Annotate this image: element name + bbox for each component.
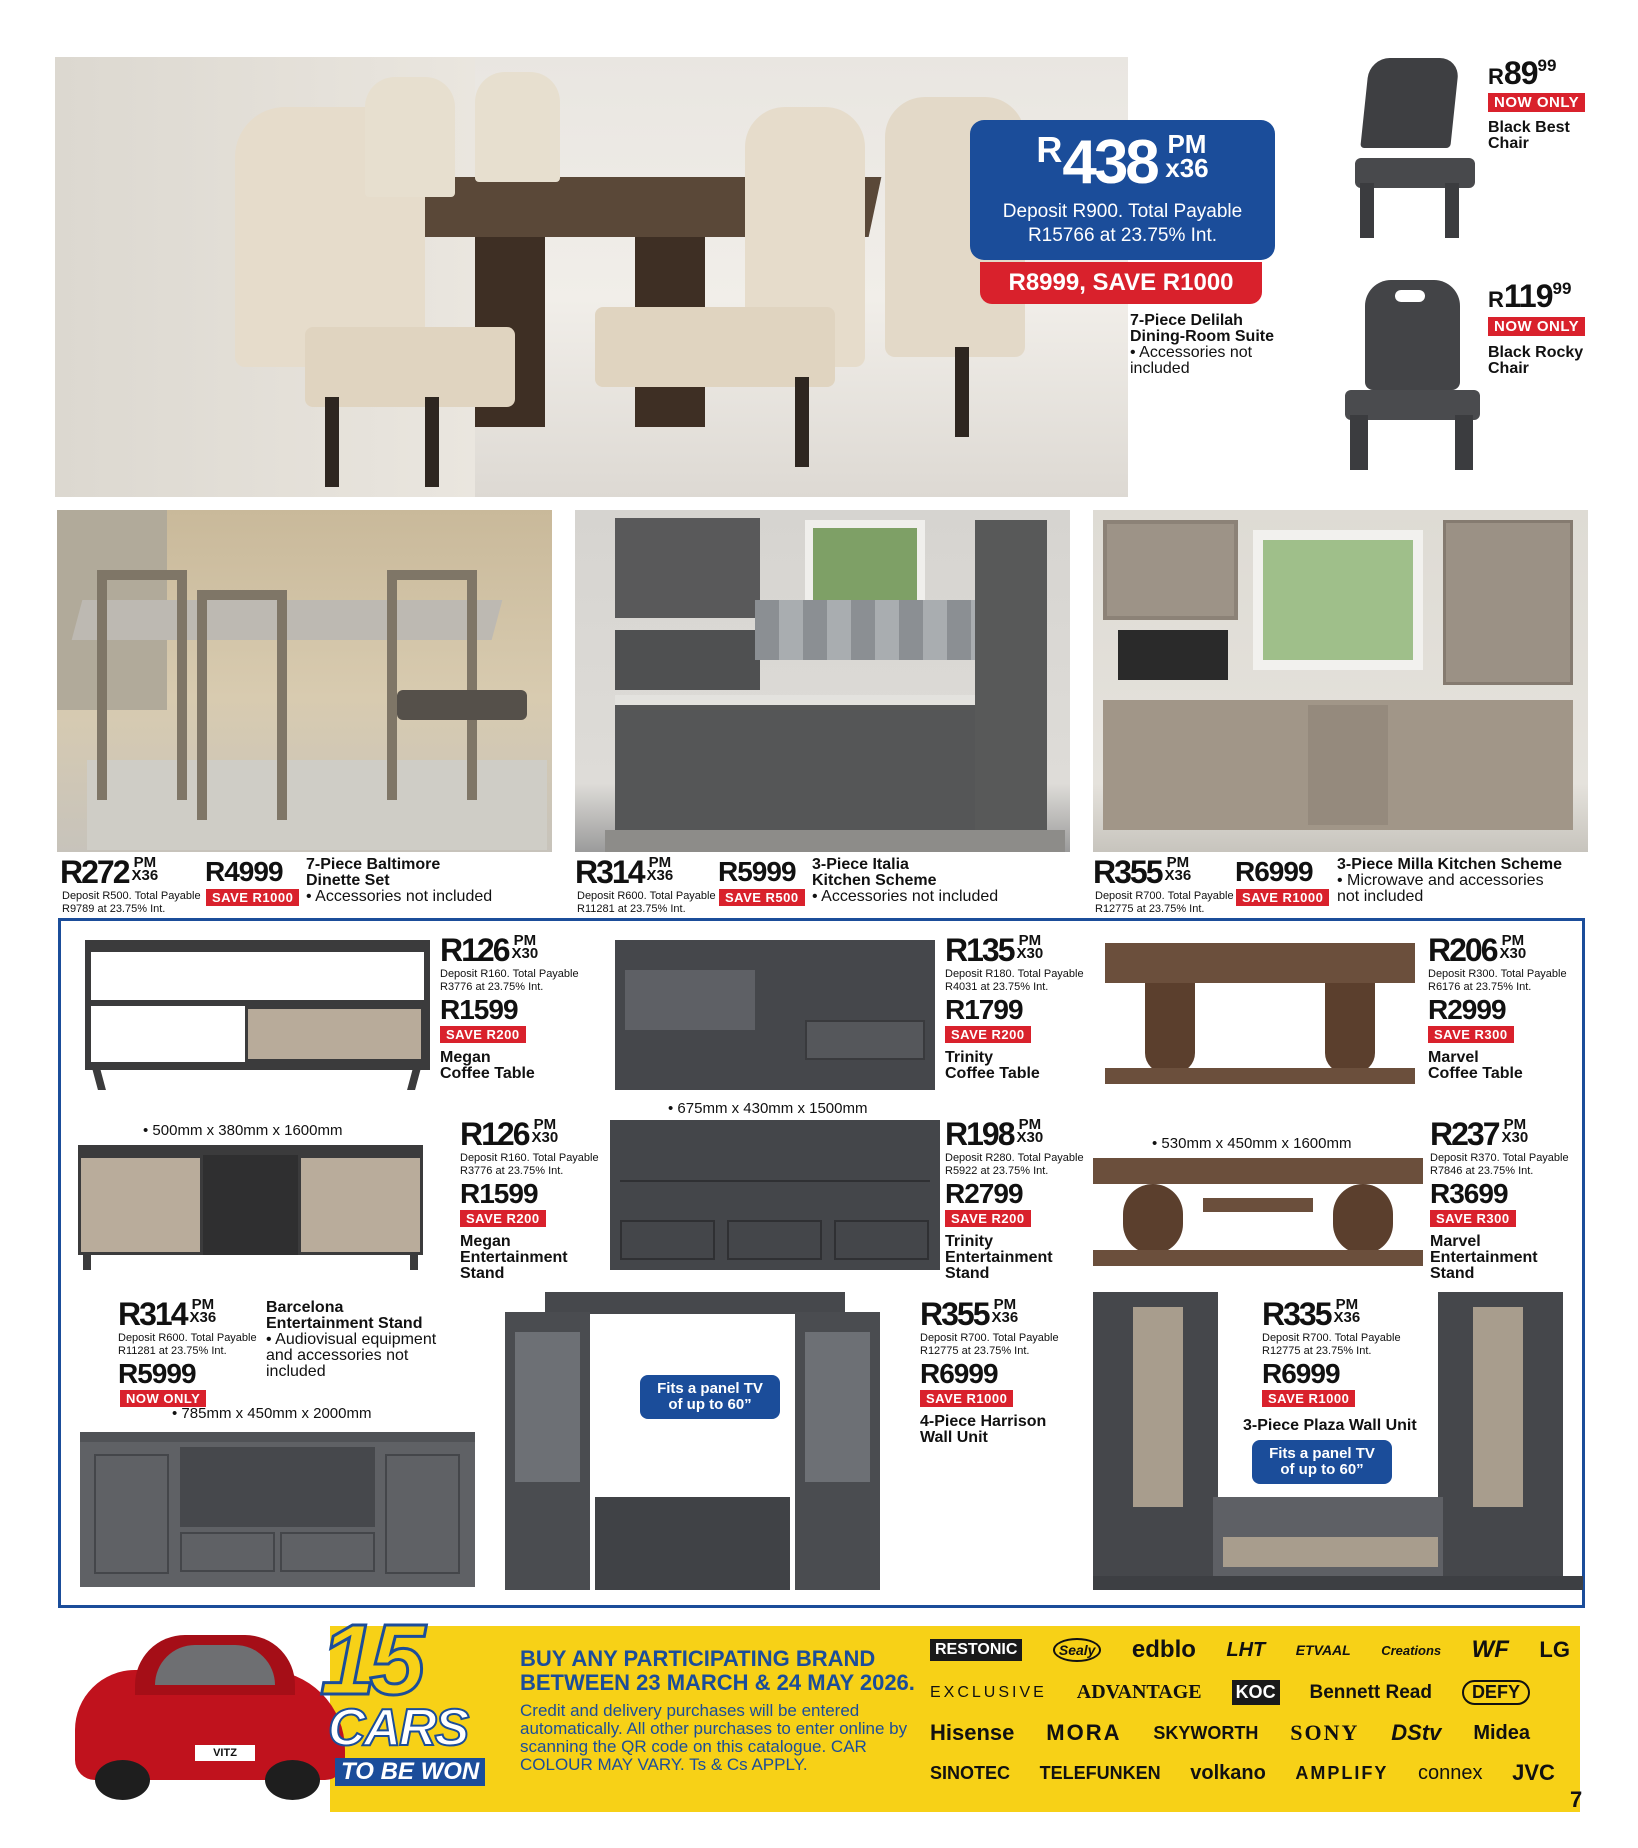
brand-telefunken-logo: TELEFUNKEN [1039,1762,1161,1783]
brand-logos [930,1636,1570,1806]
barcelona-now-only: NOW ONLY [120,1390,206,1407]
trinity-coffee-cash: R1799 [945,994,1023,1025]
hero-price-r: R [1036,129,1063,170]
brand-sealy-logo: Sealy [1053,1638,1102,1662]
rocky-chair-tag: NOW ONLY [1488,317,1585,336]
milla-block: R355 PM X36 Deposit R700. Total Payable R12775 at 23.75% Int. R6999 SAVE R1000 3-Piece Milla Kitchen Scheme • Microwave and accessories not included [1093,856,1613,926]
trinity-coffee-terms: Deposit R180. Total Payable R4031 at 23.75% Int. [945,968,1084,993]
barcelona-stand-image [80,1432,475,1587]
italia-block: R314 PM X36 Deposit R600. Total Payable R11281 at 23.75% Int. R5999 SAVE R500 3-Piece Italia Kitchen Scheme • Accessories not included [575,856,1075,926]
marvel-stand-block: R237 PM X30 Deposit R370. Total Payable R7846 at 23.75% Int. R3699 SAVE R300 Marvel Entertainment Stand [1430,1118,1590,1278]
brand-etvaal-logo: ETVAAL [1295,1642,1351,1658]
megan-coffee-name: Megan Coffee Table [440,1049,535,1082]
milla-monthly-price: R355 [1093,854,1162,890]
brand-koc-logo: KOC [1232,1680,1280,1705]
hero-price: 438 [1062,128,1157,197]
brand-skyworth-logo: SKYWORTH [1153,1722,1259,1743]
trinity-stand-name: Trinity Entertainment Stand [945,1233,1053,1282]
marvel-stand-dimensions: • 530mm x 450mm x 1600mm [1152,1135,1352,1152]
barcelona-block: R314 PM X36 Deposit R600. Total Payable R11281 at 23.75% Int. R5999 NOW ONLY Barcelona Entertainment Stand • Audiovisual equipment and accessories not included [118,1298,498,1408]
trinity-coffee-monthly-price: R135 [945,932,1014,968]
car-image [55,1610,355,1800]
brand-bennett-read-logo: Bennett Read [1309,1681,1432,1703]
brand-edblo-logo: edblo [1131,1636,1196,1663]
brand-mora-logo: MORA [1046,1720,1122,1745]
marvel-stand-monthly-price: R237 [1430,1116,1499,1152]
trinity-stand-image [610,1120,940,1270]
barcelona-cash: R5999 [118,1358,196,1389]
brand-amplify-logo: AMPLIFY [1295,1762,1389,1783]
brand-hisense-logo: Hisense [930,1720,1015,1745]
hero-product-name: 7-Piece Delilah Dining-Room Suite [1130,312,1274,345]
italia-monthly-price: R314 [575,854,644,890]
milla-cash-price: R6999 [1235,856,1313,887]
plaza-cash: R6999 [1262,1358,1340,1389]
trinity-stand-dimensions: • 675mm x 430mm x 1500mm [668,1100,868,1117]
harrison-monthly-price: R355 [920,1296,989,1332]
best-chair-image [1345,58,1475,238]
best-chair-price: R8999 [1488,55,1557,91]
marvel-coffee-save: SAVE R300 [1428,1026,1514,1043]
megan-stand-dimensions: • 500mm x 380mm x 1600mm [143,1122,343,1139]
megan-stand-terms: Deposit R160. Total Payable R3776 at 23.75% Int. [460,1152,599,1177]
plaza-tv-badge: Fits a panel TV of up to 60” [1252,1440,1392,1484]
page-number: 7 [1570,1787,1583,1812]
baltimore-cash-price: R4999 [205,856,283,887]
marvel-stand-terms: Deposit R370. Total Payable R7846 at 23.75% Int. [1430,1152,1569,1177]
baltimore-terms: Deposit R500. Total Payable R9789 at 23.75% Int. [62,890,201,915]
megan-coffee-save: SAVE R200 [440,1026,526,1043]
harrison-wall-unit-image [505,1292,880,1590]
marvel-stand-name: Marvel Entertainment Stand [1430,1233,1538,1282]
marvel-coffee-table-image [1105,943,1415,1088]
milla-note: • Microwave and accessories not included [1337,872,1544,905]
megan-stand-save: SAVE R200 [460,1210,546,1227]
trinity-stand-terms: Deposit R280. Total Payable R5922 at 23.75% Int. [945,1152,1084,1177]
megan-stand-monthly-price: R126 [460,1116,529,1152]
baltimore-save: SAVE R1000 [206,889,299,906]
megan-stand-name: Megan Entertainment Stand [460,1233,568,1282]
brand-advantage-logo: ADVANTAGE [1076,1681,1202,1703]
brand-lg-logo: LG [1539,1637,1570,1662]
car-plate: VITZ [195,1745,255,1761]
promo-body: Credit and delivery purchases will be entered automatically. All other purchases to enter online by scanning the QR code on this catalogue. CAR COLOUR MAY VARY. Ts & Cs APPLY. [520,1701,908,1774]
promo-to-be-won: TO BE WON [335,1758,485,1786]
baltimore-monthly-price: R272 [60,854,129,890]
brand-connex-logo: connex [1418,1761,1483,1784]
brand-dstv-logo: DStv [1391,1720,1442,1745]
baltimore-note: • Accessories not included [306,888,493,905]
marvel-stand-image [1093,1158,1423,1268]
megan-coffee-terms: Deposit R160. Total Payable R3776 at 23.75% Int. [440,968,579,993]
italia-kitchen-photo [575,510,1070,852]
brand-restonic-logo: RESTONIC [930,1639,1022,1661]
brand-lht-logo: LHT [1226,1638,1266,1661]
marvel-coffee-cash: R2999 [1428,994,1506,1025]
brand-jvc-logo: JVC [1512,1760,1555,1785]
brand-sony-logo: SONY [1290,1720,1360,1745]
baltimore-block: R272 PM X36 Deposit R500. Total Payable R9789 at 23.75% Int. R4999 SAVE R1000 7-Piece Baltimore Dinette Set • Accessories not included [60,856,560,926]
milla-kitchen-photo [1093,510,1588,852]
hero-price-badge [970,120,1275,260]
harrison-tv-badge: Fits a panel TV of up to 60” [640,1375,780,1419]
megan-coffee-cash: R1599 [440,994,518,1025]
trinity-stand-block: R198 PM X30 Deposit R280. Total Payable R5922 at 23.75% Int. R2799 SAVE R200 Trinity Entertainment Stand [945,1118,1105,1278]
trinity-coffee-save: SAVE R200 [945,1026,1031,1043]
trinity-stand-monthly-price: R198 [945,1116,1014,1152]
brand-exclusive-logo: EXCLUSIVE [930,1683,1047,1701]
harrison-save: SAVE R1000 [920,1390,1013,1407]
hero-price-pm: PM [1167,129,1207,159]
marvel-coffee-block: R206 PM X30 Deposit R300. Total Payable R6176 at 23.75% Int. R2999 SAVE R300 Marvel Coffee Table [1428,934,1598,1084]
megan-coffee-block: R126 PM X30 Deposit R160. Total Payable R3776 at 23.75% Int. R1599 SAVE R200 Megan Coffee Table [440,934,610,1084]
trinity-stand-cash: R2799 [945,1178,1023,1209]
trinity-coffee-block: R135 PM X30 Deposit R180. Total Payable R4031 at 23.75% Int. R1799 SAVE R200 Trinity Coffee Table [945,934,1115,1084]
milla-name: 3-Piece Milla Kitchen Scheme [1337,856,1562,873]
best-chair-tag: NOW ONLY [1488,93,1585,112]
brand-creations-logo: Creations [1381,1642,1442,1658]
italia-terms: Deposit R600. Total Payable R11281 at 23.75% Int. [577,890,716,915]
promo-cars: CARS [328,1699,468,1757]
trinity-coffee-name: Trinity Coffee Table [945,1049,1040,1082]
promo-headline-2: BETWEEN 23 MARCH & 24 MAY 2026. [520,1670,915,1695]
barcelona-terms: Deposit R600. Total Payable R11281 at 23.75% Int. [118,1332,257,1357]
harrison-block: R355 PM X36 Deposit R700. Total Payable R12775 at 23.75% Int. R6999 SAVE R1000 4-Piece Harrison Wall Unit [920,1298,1100,1448]
trinity-stand-save: SAVE R200 [945,1210,1031,1227]
baltimore-dinette-photo [57,510,552,852]
plaza-monthly-price: R335 [1262,1296,1331,1332]
dining-room-photo [55,57,1128,497]
megan-coffee-table-image [85,940,430,1090]
best-chair-name: Black Best Chair [1488,119,1570,152]
milla-save: SAVE R1000 [1236,889,1329,906]
plaza-terms: Deposit R700. Total Payable R12775 at 23.75% Int. [1262,1332,1401,1357]
megan-stand-block: R126 PM X30 Deposit R160. Total Payable R3776 at 23.75% Int. R1599 SAVE R200 Megan Entertainment Stand [460,1118,620,1278]
hero-cash-save: R8999, SAVE R1000 [980,262,1262,304]
hero-price-x: x36 [1165,153,1209,183]
megan-coffee-monthly-price: R126 [440,932,509,968]
marvel-coffee-terms: Deposit R300. Total Payable R6176 at 23.75% Int. [1428,968,1567,993]
baltimore-name: 7-Piece Baltimore Dinette Set [306,856,441,889]
brand-defy-logo: DEFY [1462,1680,1530,1705]
brand-sinotec-logo: SINOTEC [930,1762,1011,1783]
trinity-coffee-table-image [615,940,935,1090]
harrison-cash: R6999 [920,1358,998,1389]
italia-save: SAVE R500 [719,889,805,906]
harrison-terms: Deposit R700. Total Payable R12775 at 23.75% Int. [920,1332,1059,1357]
italia-cash-price: R5999 [718,856,796,887]
barcelona-note: • Audiovisual equipment and accessories not included [266,1331,437,1380]
rocky-chair-name: Black Rocky Chair [1488,344,1584,377]
plaza-save: SAVE R1000 [1262,1390,1355,1407]
barcelona-name: Barcelona Entertainment Stand [266,1299,423,1332]
plaza-name: 3-Piece Plaza Wall Unit [1243,1417,1417,1434]
marvel-coffee-monthly-price: R206 [1428,932,1497,968]
marvel-stand-cash: R3699 [1430,1178,1508,1209]
megan-stand-image [78,1145,423,1270]
hero-note: • Accessories not included [1130,344,1253,377]
italia-note: • Accessories not included [812,888,999,905]
rocky-chair-image [1340,280,1485,470]
brand-volkano-logo: volkano [1190,1761,1266,1784]
brand-midea-logo: Midea [1473,1721,1530,1744]
barcelona-dimensions: • 785mm x 450mm x 2000mm [172,1405,372,1422]
plaza-block: R335 PM X36 Deposit R700. Total Payable R12775 at 23.75% Int. R6999 SAVE R1000 [1262,1298,1472,1448]
marvel-stand-save: SAVE R300 [1430,1210,1516,1227]
italia-name: 3-Piece Italia Kitchen Scheme [812,856,937,889]
megan-stand-cash: R1599 [460,1178,538,1209]
rocky-chair-price: R11999 [1488,278,1572,314]
promo-headline-1: BUY ANY PARTICIPATING BRAND [520,1646,876,1671]
marvel-coffee-name: Marvel Coffee Table [1428,1049,1523,1082]
promo-big-number: 15 [320,1604,420,1716]
brand-wf-logo: WF [1471,1636,1509,1663]
harrison-name: 4-Piece Harrison Wall Unit [920,1413,1047,1446]
hero-terms: Deposit R900. Total Payable R15766 at 23.75% Int. [1002,201,1243,246]
competition-banner [0,1604,1638,1820]
barcelona-monthly-price: R314 [118,1296,187,1332]
milla-terms: Deposit R700. Total Payable R12775 at 23.75% Int. [1095,890,1234,915]
